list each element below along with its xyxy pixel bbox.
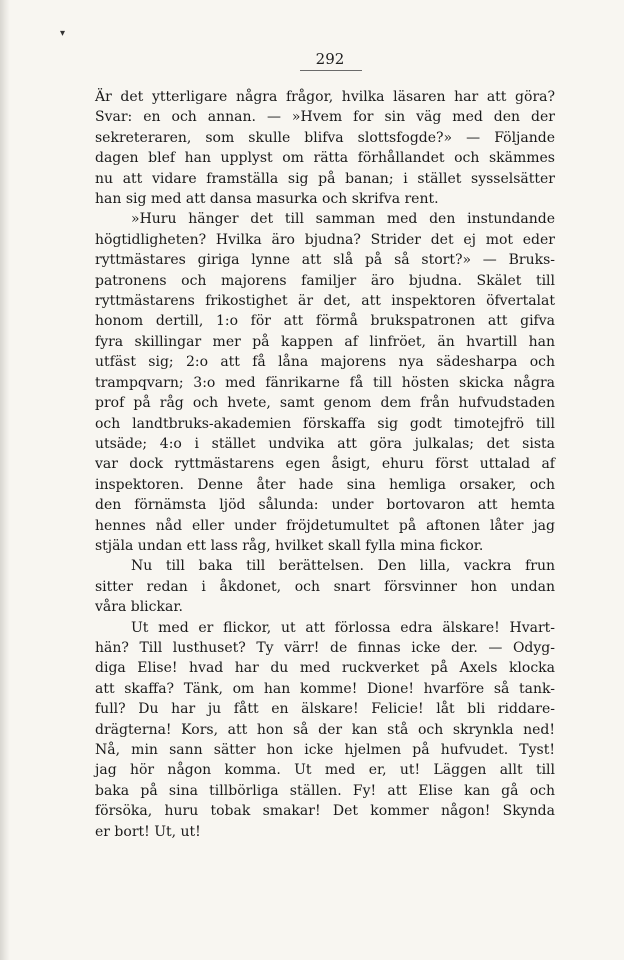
page-edge-shadow [0, 0, 10, 960]
text-line: stjäla undan ett lass råg, hvilket skall fylla mina fickor. [95, 537, 484, 554]
text-line: Är det ytterligare några frågor, hvilka läsaren har att göra? [95, 89, 555, 105]
text-line: Ut med er flickor, ut att förlossa edra älskare! Hvart- [131, 619, 555, 636]
text-line: inspektoren. Denne åter hade sina hemliga orsaker, och [95, 476, 555, 493]
text-line: honom dertill, 1:o för att förmå brukspatronen att gifva [95, 313, 555, 330]
paragraph-4 [95, 618, 555, 842]
text-line: den förnämsta ljöd sålunda: under bortovaron att hemta [95, 497, 555, 514]
text-line: diga Elise! hvad har du med ruckverket på Axels klocka [95, 660, 555, 677]
text-line: utsäde; 4:o i stället undvika att göra julkalas; det sista [95, 435, 555, 452]
text-line: baka på sina tillbörliga ställen. Fy! att Elise kan gå och [95, 782, 555, 799]
paragraph-1 [95, 87, 555, 209]
text-line: full? Du har ju fått en älskare! Felicie! låt bli riddare- [95, 701, 555, 718]
text-line: våra blickar. [95, 599, 183, 616]
text-line: fyra skillingar mer på kappen af linfröet, än hvartill han [95, 333, 555, 350]
ink-speck: ▾ [60, 28, 66, 39]
text-line: utfäst sig; 2:o att få låna majorens nya sädesharpa och [95, 354, 555, 371]
text-line: patronens och majorens familjer äro bjudna. Skälet till [95, 272, 555, 289]
text-line: var dock ryttmästarens egen åsigt, ehuru först uttalad af [95, 456, 555, 473]
text-line: Svar: en och annan. — »Hvem for sin väg med den der [95, 109, 555, 126]
text-line: ryttmästarens frikostighet är det, att inspektoren öfvertalat [95, 293, 555, 310]
paragraph-3 [95, 556, 555, 617]
text-line: sekreteraren, som skulle blifva slottsfogde?» — Följande [95, 129, 555, 146]
text-line: högtidligheten? Hvilka äro bjudna? Strider det ej mot eder [95, 231, 555, 248]
text-line: och landtbruks-akademien förskaffa sig godt timotejfrö till [95, 415, 555, 432]
text-line: han sig med att dansa masurka och skrifva rent. [95, 191, 439, 208]
page-number: 292 [315, 50, 345, 68]
text-line: hennes nåd eller under fröjdetumultet på aftonen låter jag [95, 517, 555, 534]
paragraph-2 [95, 209, 555, 556]
text-line: ryttmästares giriga lynne att slå på så stort?» — Bruks- [95, 252, 555, 269]
body-text [95, 87, 555, 842]
text-line: trampqvarn; 3:o med fänrikarne få till hösten skicka några [95, 374, 555, 391]
text-line: er bort! Ut, ut! [95, 823, 201, 840]
text-line: dagen blef han upplyst om rätta förhållandet och skämmes [95, 150, 555, 167]
text-line: prof på råg och hvete, samt genom dem från hufvudstaden [95, 395, 555, 412]
text-line: sitter redan i åkdonet, och snart försvinner hon undan [95, 578, 555, 595]
text-line: Nå, min sann sätter hon icke hjelmen på hufvudet. Tyst! [95, 742, 555, 758]
text-line: hän? Till lusthuset? Ty värr! de finnas icke der. — Odyg- [95, 639, 555, 656]
text-line: jag hör någon komma. Ut med er, ut! Läggen allt till [95, 762, 555, 779]
text-line: försöka, huru tobak smakar! Det kommer någon! Skynda [95, 803, 555, 820]
text-line: nu att vidare framställa sig på banan; i stället sysselsätter [95, 170, 555, 187]
text-line: Nu till baka till berättelsen. Den lilla, vackra frun [131, 558, 555, 575]
header-rule [300, 70, 362, 71]
text-line: drägterna! Kors, att hon så der kan stå och skrynkla ned! [95, 721, 555, 738]
text-line: att skaffa? Tänk, om han komme! Dione! hvarföre så tank- [95, 680, 555, 697]
text-line: »Huru hänger det till samman med den instundande [131, 211, 555, 228]
